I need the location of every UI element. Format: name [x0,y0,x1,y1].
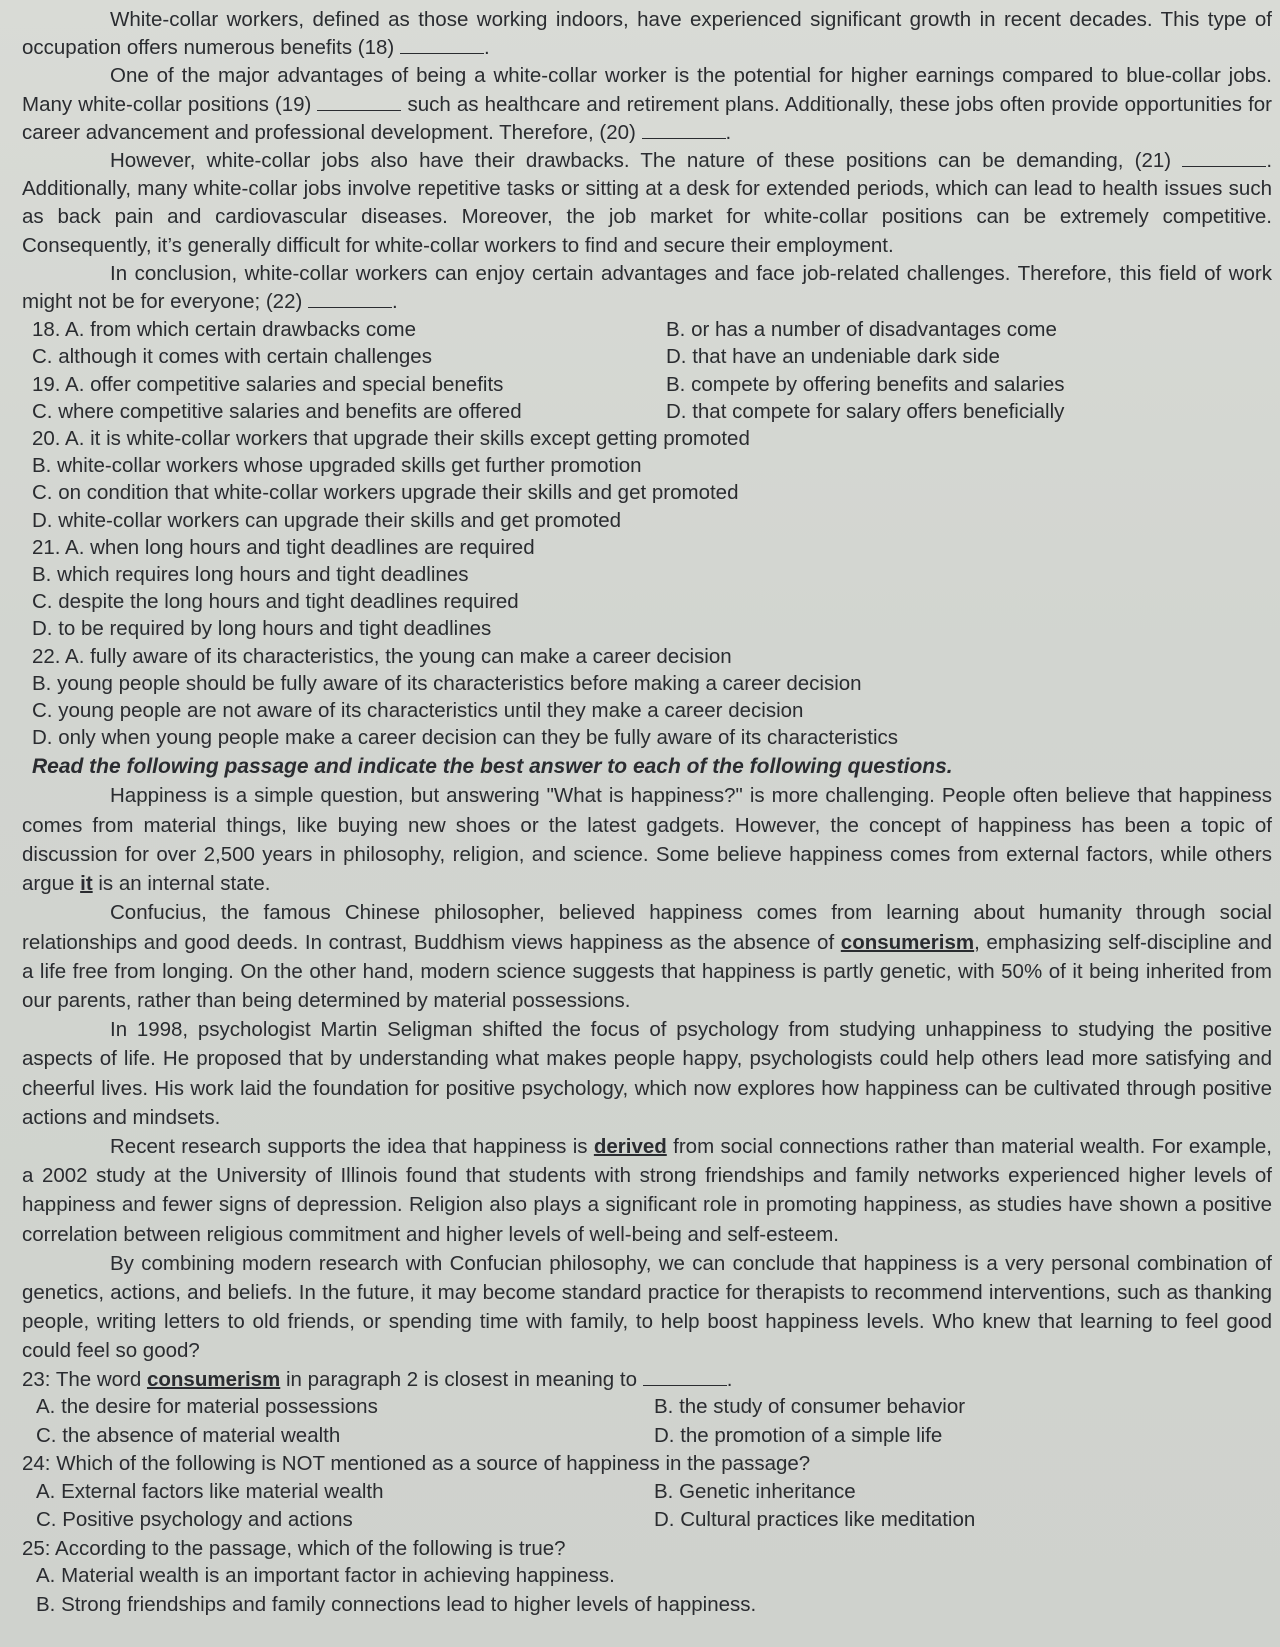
passage1-paragraph-2: One of the major advantages of being a white-collar worker is the potential for higher earnings compared to blue-collar jobs. Many white-collar positions (19) such as healthcare and retirement plans. Additionally, these jobs often provide opportunities for career advancement and professional development. Therefore, (20) . [22,64,1272,144]
q24-option-c: C. Positive psychology and actions [36,1508,353,1532]
keyword-derived: derived [593,1134,667,1158]
q23-option-a: A. the desire for material possessions [36,1395,378,1419]
q23-option-d: D. the promotion of a simple life [654,1423,943,1447]
passage2-paragraph-4: Recent research supports the idea that happiness is derived from social connections rather than material wealth. For example, a 2002 study at the University of Illinois found that students with strong friendships and family networks experienced higher levels of happiness and fewer signs of depression. Religion also plays a significant role in promoting happiness, as studies have shown a positive correlation between religious commitment and higher levels of well-being and self-esteem. [22,1134,1272,1246]
keyword-it: it [80,872,93,896]
q20-option-a: 20. A. it is white-collar workers that upgrade their skills except getting promoted [32,427,750,451]
passage2-paragraph-5: By combining modern research with Confucian philosophy, we can conclude that happiness is a very personal combination of genetics, actions, and beliefs. In the future, it may become standard practice for therapists to recommend interventions, such as thanking people, writing letters to old friends, or spending time with family, to help boost happiness levels. Who knew that learning to feel good could feel so good? [22,1251,1272,1363]
q18-row-2 [22,343,1272,370]
passage2-paragraph-2: Confucius, the famous Chinese philosopher, believed happiness comes from learning about humanity through social relationships and good deeds. In contrast, Buddhism views happiness as the absence of consumerism, emphasizing self-discipline and a life free from longing. On the other hand, modern science suggests that happiness is partly genetic, with 50% of it being inherited from our parents, rather than being determined by material possessions. [22,901,1272,1012]
q21-option-d: D. to be required by long hours and tight deadlines [32,617,492,641]
q21-option-a: 21. A. when long hours and tight deadlines are required [32,535,535,559]
questions-18-22 [22,316,1272,751]
q19-option-a: 19. A. offer competitive salaries and special benefits [32,372,504,396]
q18-row-1 [22,316,1272,343]
q23-row-1 [22,1393,1272,1422]
blank-20 [642,124,726,139]
q18-option-d: D. that have an undeniable dark side [666,345,1000,369]
q22-option-c: C. young people are not aware of its characteristics until they make a career decision [32,699,804,723]
questions-23-25 [22,1366,1272,1620]
blank-19 [317,96,401,111]
q23-option-b: B. the study of consumer behavior [654,1395,966,1419]
q22-option-a: 22. A. fully aware of its characteristics, the young can make a career decision [32,644,732,668]
q24-stem: 24: Which of the following is NOT mentioned as a source of happiness in the passage? [22,1452,811,1476]
q25-option-b: B. Strong friendships and family connections lead to higher levels of happiness. [36,1592,757,1616]
q18-option-c: C. although it comes with certain challenges [32,345,432,369]
passage-2 [22,781,1272,1365]
q25-option-a: A. Material wealth is an important factor in achieving happiness. [36,1564,615,1588]
q18-option-a: 18. A. from which certain drawbacks come [32,318,416,342]
q18-option-b: B. or has a number of disadvantages come [666,318,1057,342]
keyword-consumerism: consumerism [840,930,975,954]
passage1-paragraph-3: However, white-collar jobs also have their drawbacks. The nature of these positions can be demanding, (21) . Additionally, many white-collar jobs involve repetitive tasks or sitting at a desk for extended periods, which can lead to health issues such as back pain and cardiovascular diseases. Moreover, the job market for white-collar positions can be extremely competitive. Consequently, it’s generally difficult for white-collar workers to find and secure their employment. [22,149,1273,257]
passage1-paragraph-4: In conclusion, white-collar workers can enjoy certain advantages and face job-related challenges. Therefore, this field of work might not be for everyone; (22) . [22,261,1272,314]
q24-option-a: A. External factors like material wealth [36,1479,384,1503]
q20-option-d: D. white-collar workers can upgrade their skills and get promoted [32,508,622,532]
blank-21 [1182,152,1266,167]
q20-option-c: C. on condition that white-collar workers upgrade their skills and get promoted [32,481,739,505]
q21-option-b: B. which requires long hours and tight deadlines [32,563,469,587]
q19-option-c: C. where competitive salaries and benefits are offered [32,399,522,423]
blank-23 [643,1371,727,1386]
q20-option-b: B. white-collar workers whose upgraded skills get further promotion [32,454,642,478]
q22-option-b: B. young people should be fully aware of its characteristics before making a career decision [32,671,862,695]
blank-22 [308,293,392,308]
q23-stem: 23: The word consumerism in paragraph 2 is closest in meaning to . [22,1367,733,1391]
passage2-paragraph-3: In 1998, psychologist Martin Seligman shifted the focus of psychology from studying unhappiness to studying the positive aspects of life. He proposed that by understanding what makes people happy, psychologists could help others lead more satisfying and cheerful lives. His work laid the foundation for positive psychology, which now explores how happiness can be cultivated through positive actions and mindsets. [22,1018,1272,1129]
q25-stem: 25: According to the passage, which of the following is true? [22,1536,566,1560]
q22-option-d: D. only when young people make a career decision can they be fully aware of its characteristics [32,726,899,750]
q19-row-1 [22,371,1272,398]
q21-option-c: C. despite the long hours and tight deadlines required [32,590,519,614]
q24-option-d: D. Cultural practices like meditation [654,1508,976,1532]
passage2-paragraph-1: Happiness is a simple question, but answering "What is happiness?" is more challenging. People often believe that happiness comes from material things, like buying new shoes or the latest gadgets. However, the concept of happiness has been a topic of discussion for over 2,500 years in philosophy, religion, and science. Some believe happiness comes from external factors, while others argue it is an internal state. [22,784,1272,896]
q19-option-d: D. that compete for salary offers beneficially [666,399,1065,423]
q24-option-b: B. Genetic inheritance [654,1479,856,1503]
q23-option-c: C. the absence of material wealth [36,1423,341,1447]
q24-row-1 [22,1478,1272,1507]
q24-row-2 [22,1506,1272,1535]
q19-row-2 [22,398,1272,425]
q23-keyword: consumerism [146,1367,281,1391]
blank-18 [400,39,484,54]
q23-row-2 [22,1422,1272,1451]
q19-option-b: B. compete by offering benefits and salaries [666,372,1065,396]
passage1-paragraph-1: White-collar workers, defined as those working indoors, have experienced significant growth in recent decades. This type of occupation offers numerous benefits (18) . [22,8,1272,60]
passage-1 [22,6,1272,316]
reading-instruction: Read the following passage and indicate the best answer to each of the following questions. [32,755,953,779]
